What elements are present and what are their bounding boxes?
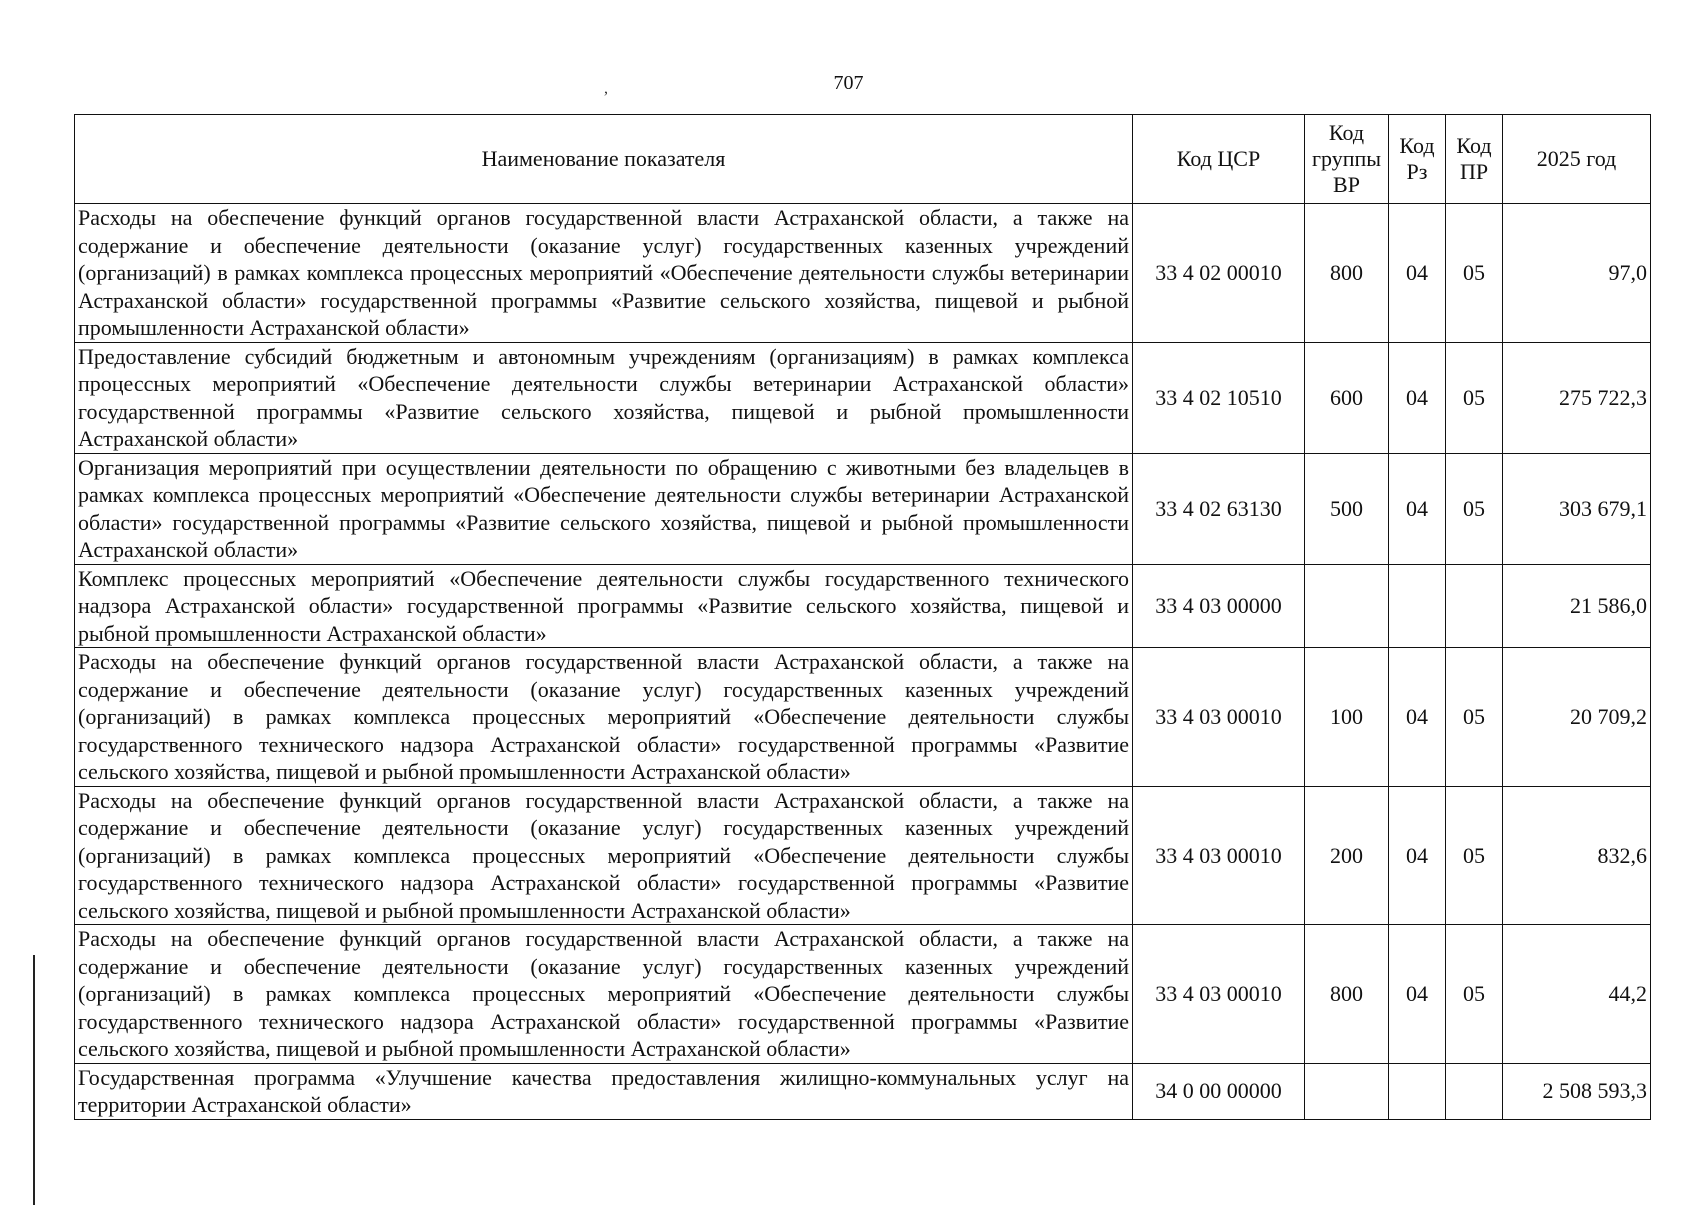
row-rz-code: 04 (1389, 453, 1446, 564)
row-vr-code (1305, 564, 1389, 648)
row-csr-code: 34 0 00 00000 (1133, 1063, 1305, 1119)
row-name: Расходы на обеспечение функций органов государственной власти Астраханской области, а также на содержание и обеспечение деятельности (оказание услуг) государственных казенных учреждений (организаций) в рамках комплекса процессных мероприятий «Обеспечение деятельности службы государственного технического надзора Астраханской области» государственной программы «Развитие сельского хозяйства, пищевой и рыбной промышленности Астраханской области» (75, 648, 1133, 787)
row-csr-code: 33 4 03 00010 (1133, 786, 1305, 925)
row-sum-2025: 2 508 593,3 (1503, 1063, 1651, 1119)
row-csr-code: 33 4 02 10510 (1133, 342, 1305, 453)
row-pr-code: 05 (1446, 925, 1503, 1064)
row-csr-code: 33 4 02 00010 (1133, 204, 1305, 343)
header-vr: Код группы ВР (1305, 115, 1389, 204)
row-name: Организация мероприятий при осуществлении деятельности по обращению с животными без владельцев в рамках комплекса процессных мероприятий «Обеспечение деятельности службы ветеринарии Астраханской области» государственной программы «Развитие сельского хозяйства, пищевой и рыбной промышленности Астраханской области» (75, 453, 1133, 564)
row-pr-code (1446, 564, 1503, 648)
row-csr-code: 33 4 03 00010 (1133, 925, 1305, 1064)
table-row (75, 925, 1651, 1064)
row-name: Предоставление субсидий бюджетным и автономным учреждениям (организациям) в рамках комплекса процессных мероприятий «Обеспечение деятельности службы ветеринарии Астраханской области» государственной программы «Развитие сельского хозяйства, пищевой и рыбной промышленности Астраханской области» (75, 342, 1133, 453)
row-rz-code: 04 (1389, 925, 1446, 1064)
row-sum-2025: 21 586,0 (1503, 564, 1651, 648)
header-pr: Код ПР (1446, 115, 1503, 204)
row-sum-2025: 97,0 (1503, 204, 1651, 343)
row-pr-code: 05 (1446, 342, 1503, 453)
row-rz-code (1389, 564, 1446, 648)
row-sum-2025: 20 709,2 (1503, 648, 1651, 787)
row-name: Расходы на обеспечение функций органов государственной власти Астраханской области, а также на содержание и обеспечение деятельности (оказание услуг) государственных казенных учреждений (организаций) в рамках комплекса процессных мероприятий «Обеспечение деятельности службы государственного технического надзора Астраханской области» государственной программы «Развитие сельского хозяйства, пищевой и рыбной промышленности Астраханской области» (75, 786, 1133, 925)
row-name: Расходы на обеспечение функций органов государственной власти Астраханской области, а также на содержание и обеспечение деятельности (оказание услуг) государственных казенных учреждений (организаций) в рамках комплекса процессных мероприятий «Обеспечение деятельности службы ветеринарии Астраханской области» государственной программы «Развитие сельского хозяйства, пищевой и рыбной промышленности Астраханской области» (75, 204, 1133, 343)
row-sum-2025: 303 679,1 (1503, 453, 1651, 564)
page-number: 707 (833, 72, 864, 94)
row-sum-2025: 275 722,3 (1503, 342, 1651, 453)
table-row (75, 453, 1651, 564)
row-vr-code: 800 (1305, 925, 1389, 1064)
row-vr-code: 800 (1305, 204, 1389, 343)
row-vr-code: 500 (1305, 453, 1389, 564)
table-row (75, 648, 1651, 787)
row-rz-code: 04 (1389, 342, 1446, 453)
row-pr-code: 05 (1446, 786, 1503, 925)
row-vr-code: 100 (1305, 648, 1389, 787)
row-csr-code: 33 4 03 00010 (1133, 648, 1305, 787)
table-header-row (75, 115, 1651, 204)
table-row (75, 204, 1651, 343)
row-rz-code (1389, 1063, 1446, 1119)
row-vr-code: 600 (1305, 342, 1389, 453)
row-rz-code: 04 (1389, 648, 1446, 787)
header-name: Наименование показателя (75, 115, 1133, 204)
header-csr: Код ЦСР (1133, 115, 1305, 204)
row-sum-2025: 44,2 (1503, 925, 1651, 1064)
header-year: 2025 год (1503, 115, 1651, 204)
row-pr-code: 05 (1446, 204, 1503, 343)
header-rz: Код Рз (1389, 115, 1446, 204)
row-vr-code: 200 (1305, 786, 1389, 925)
table-row (75, 342, 1651, 453)
margin-line (33, 955, 35, 1205)
row-csr-code: 33 4 02 63130 (1133, 453, 1305, 564)
table-row (75, 1063, 1651, 1119)
row-name: Расходы на обеспечение функций органов государственной власти Астраханской области, а также на содержание и обеспечение деятельности (оказание услуг) государственных казенных учреждений (организаций) в рамках комплекса процессных мероприятий «Обеспечение деятельности службы государственного технического надзора Астраханской области» государственной программы «Развитие сельского хозяйства, пищевой и рыбной промышленности Астраханской области» (75, 925, 1133, 1064)
row-name: Государственная программа «Улучшение качества предоставления жилищно-коммунальных услуг на территории Астраханской области» (75, 1063, 1133, 1119)
row-pr-code: 05 (1446, 648, 1503, 787)
row-vr-code (1305, 1063, 1389, 1119)
budget-table (74, 114, 1651, 1120)
row-sum-2025: 832,6 (1503, 786, 1651, 925)
row-pr-code (1446, 1063, 1503, 1119)
scan-mark: , (604, 80, 608, 97)
table-row (75, 564, 1651, 648)
row-csr-code: 33 4 03 00000 (1133, 564, 1305, 648)
row-name: Комплекс процессных мероприятий «Обеспечение деятельности службы государственного технического надзора Астраханской области» государственной программы «Развитие сельского хозяйства, пищевой и рыбной промышленности Астраханской области» (75, 564, 1133, 648)
row-pr-code: 05 (1446, 453, 1503, 564)
row-rz-code: 04 (1389, 786, 1446, 925)
row-rz-code: 04 (1389, 204, 1446, 343)
table-row (75, 786, 1651, 925)
